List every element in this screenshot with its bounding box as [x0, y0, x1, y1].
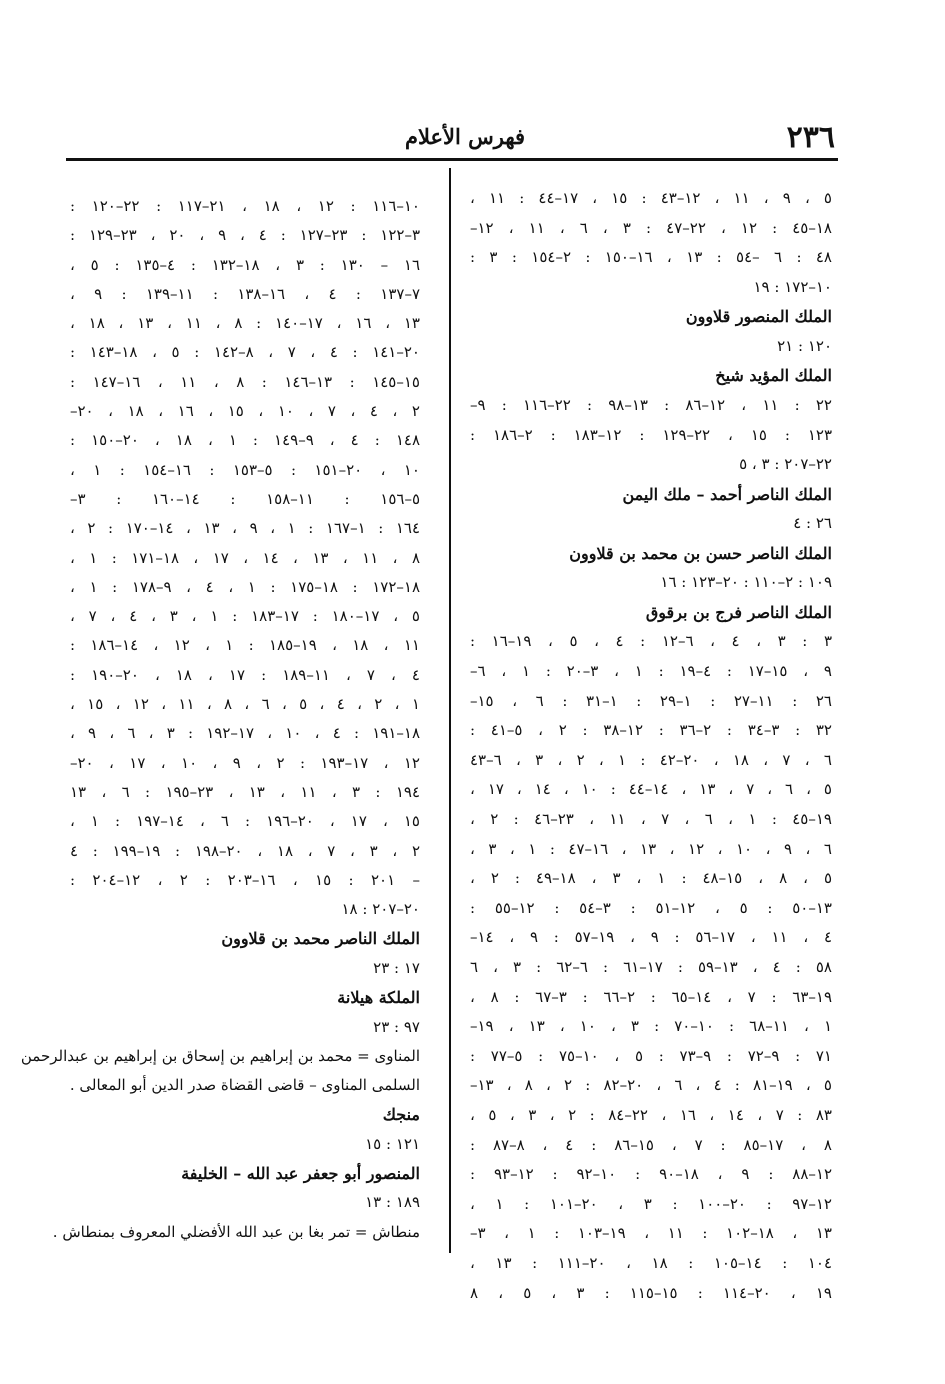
- index-entry-line: ١٢٠ : ٢١: [777, 336, 832, 355]
- index-entry-line: ١٨–١٩١ : ٤ ، ١٠ ، ١٧–١٩٢ : ٣ ، ٦ ، ٩ ،: [70, 724, 421, 743]
- index-entry-line: ١٢١ : ١٥: [365, 1134, 420, 1153]
- index-entry-line: ٣–١٢٢ : ٢٣–١٢٧ : ٤ ، ٩ ، ٢٠ ، ٢٣–١٢٩ :: [70, 226, 420, 245]
- index-entry-heading: المنصور أبو جعفر عبد الله – الخليفة: [181, 1163, 420, 1183]
- index-entry-line: ١٧ : ٢٣: [373, 958, 420, 977]
- index-entry-line: ٥ ، ٨ ، ١٥–٤٨ : ١ ، ٣ ، ١٨–٤٩ : ٢ ،: [470, 869, 833, 888]
- index-entry-line: ٣٢ : ٣–٣٤ : ٢–٣٦ : ١٢–٣٨ : ٢ ، ٥–٤١ :: [470, 721, 832, 740]
- index-entry-line: ١٠–١٧٢ : ١٩: [753, 277, 832, 296]
- index-entry-line: ١٠٩ : ٢–١١٠ : ٢٠–١٢٣ : ١٦: [660, 573, 832, 592]
- index-entry-line: ١٣ ، ١٨–١٠٢ : ١١ ، ١٩–١٠٣ : ١ ، ٣–: [470, 1224, 832, 1243]
- index-entry-line: ٢٢–٢٠٧ : ٣ ، ٥: [739, 455, 832, 474]
- index-entry-line: ٢٠–١٤١ : ٤ ، ٧ ، ٨–١٤٢ : ٥ ، ١٨–١٤٣ :: [70, 343, 420, 362]
- index-column-right: [470, 184, 832, 1308]
- index-entry-line: ٥–١٥٦ : ١١–١٥٨ : ١٤–١٦٠ : ٣–: [70, 489, 421, 508]
- index-entry-line: منطاش = تمر بغا بن عبد الله الأفضلي المعروف بمنطاش .: [52, 1222, 420, 1241]
- index-entry-line: ٢٢ : ١١ ، ١٢–٨٦ : ١٣–٩٨ : ٢٢–١١٦ : ٩–: [470, 395, 832, 414]
- index-entry-line: ١٠٤ : ١٤–١٠٥ : ١٨ ، ٢٠–١١١ : ١٣ ،: [470, 1253, 833, 1272]
- index-entry-line: ٥ ، ٦ ، ٧ ، ١٣ ، ١٤–٤٤ : ١٠ ، ١٤ ، ١٧ ،: [470, 780, 832, 799]
- index-entry-line: ١٥ ، ١٧ ، ٢٠–١٩٦ : ٦ ، ١٤–١٩٧ : ١ ،: [70, 812, 420, 831]
- index-entry-line: ١٩٤ : ٣ ، ١١ ، ١٣ ، ٢٣–١٩٥ : ٦ ، ١٣: [70, 782, 420, 801]
- index-entry-line: ١٨–٤٥ : ١٢ ، ٢٢–٤٧ : ٣ ، ٦ ، ١١ ، ١٢–: [470, 218, 832, 237]
- index-entry-line: ١٠–١١٦ : ١٢ ، ١٨ ، ٢١–١١٧ : ٢٢–١٢٠ :: [70, 197, 420, 215]
- index-entry-line: ٤ ، ١١ ، ١٧–٥٦ : ٩ ، ١٩–٥٧ : ٩ ، ١٤–: [470, 928, 832, 947]
- index-entry-heading: الملك المنصور قلاوون: [685, 307, 832, 327]
- index-entry-line: ١٩–٤٥ : ١ ، ٦ ، ٧ ، ١١ ، ٢٣–٤٦ : ٢ ،: [470, 810, 832, 828]
- index-entry-heading: الملك الناصر فرج بن برقوق: [645, 602, 832, 622]
- index-entry-heading: الملك الناصر محمد بن قلاوون: [221, 929, 420, 949]
- index-entry-line: ٧–١٣٧ : ٤ ، ١٦–١٣٨ : ١١–١٣٩ : ٩ ،: [70, 284, 420, 303]
- index-entry-line: ١٠ ، ٢٠–١٥١ : ٥–١٥٣ : ١٦–١٥٤ : ١ ،: [70, 460, 420, 479]
- index-entry-line: ١ ، ٢ ، ٤ ، ٥ ، ٦ ، ٨ ، ١١ ، ١٢ ، ١٥ ،: [70, 695, 420, 714]
- index-entry-line: ٩ ، ١٥–١٧ : ٤–١٩ : ١ ، ٣–٢٠ : ١ ، ٦–: [470, 662, 832, 681]
- index-entry-line: ١٢٣ : ١٥ ، ٢٢–١٢٩ : ١٢–١٨٣ : ٢–١٨٦ :: [470, 425, 833, 444]
- index-entry-line: ١ ، ١١–٦٨ : ١٠–٧٠ : ٣ ، ١٠ ، ١٣ ، ١٩–: [470, 1017, 832, 1036]
- index-entry-line: ١٢–٨٨ : ٩ ، ١٨–٩٠ : ١٠–٩٢ : ١٢–٩٣ :: [470, 1165, 833, 1184]
- index-entry-line: – ٢٠١ : ١٥ ، ١٦–٢٠٣ : ٢ ، ١٢–٢٠٤ :: [70, 870, 420, 889]
- index-entry-line: ٩٧ : ٢٣: [373, 1017, 420, 1036]
- index-entry-heading: منجك: [382, 1105, 420, 1125]
- index-entry-line: ١٤٨ : ٤ ، ٩–١٤٩ : ١ ، ١٨ ، ٢٠–١٥٠ :: [70, 431, 421, 450]
- index-column-left: [20, 192, 421, 1247]
- index-entry-line: السلمى المناوى – قاضى القضاة صدر الدين أبو المعالى .: [69, 1076, 420, 1095]
- index-entry-line: ٥٨ : ٤ ، ١٣–٥٩ : ١٧–٦١ : ٦–٦٢ : ٣ ، ٦: [470, 957, 832, 976]
- index-entry-line: ٢٦ : ١١–٢٧ : ١–٢٩ : ١–٣١ : ٦ ، ١٥–: [470, 691, 832, 710]
- index-entry-line: ٦ ، ٧ ، ١٨ ، ٢٠–٤٢ : ١ ، ٢ ، ٣ ، ٦–٤٣: [470, 750, 832, 769]
- index-entry-line: ٦ ، ٩ ، ١٠ ، ١٢ ، ١٣ ، ١٦–٤٧ : ١ ، ٣ ،: [470, 839, 832, 858]
- index-entry-line: المناوى = محمد بن إبراهيم بن إسحاق بن إبراهيم بن عبدالرحمن: [20, 1047, 420, 1066]
- index-entry-heading: الملكة هيلانة: [337, 988, 420, 1008]
- index-entry-heading: الملك الناصر حسن بن محمد بن قلاوون: [569, 543, 832, 563]
- index-entry-line: ٥ ، ١٩–٨١ : ٤ ، ٦ ، ٢٠–٨٢ : ٢ ، ٨ ، ١٣–: [470, 1076, 832, 1095]
- index-entry-line: ٣ : ٣ ، ٤ ، ٦–١٢ : ٤ ، ٥ ، ١٩–١٦ :: [470, 632, 832, 651]
- column-divider: [449, 168, 451, 1253]
- index-entry-heading: الملك المؤيد شيخ: [715, 366, 832, 386]
- index-entry-line: ١١ ، ١٨ ، ١٩–١٨٥ : ١ ، ١٢ ، ١٤–١٨٦ :: [70, 636, 420, 655]
- index-entry-line: ٢ ، ٤ ، ٧ ، ١٠ ، ١٥ ، ١٦ ، ١٨ ، ٢٠–: [70, 402, 420, 421]
- page-title: فهرس الأعلام: [404, 124, 526, 149]
- index-entry-line: ١٦ – ١٣٠ : ٣ ، ١٨–١٣٢ : ٤–١٣٥ : ٥ ،: [70, 255, 421, 274]
- header-rule: [66, 158, 838, 161]
- page-number: ٢٣٦: [786, 120, 835, 155]
- index-entry-line: ٨٣ : ٧ ، ١٤ ، ١٦ ، ٢٢–٨٤ : ٢ ، ٣ ، ٥ ،: [470, 1105, 832, 1124]
- index-entry-line: ٨ ، ١٧–٨٥ : ٧ ، ١٥–٨٦ : ٤ ، ٨–٨٧ :: [470, 1135, 832, 1154]
- index-entry-line: ١٢ ، ١٧–١٩٣ : ٢ ، ٩ ، ١٠ ، ١٧ ، ٢٠–: [70, 753, 420, 772]
- index-entry-line: ٤ ، ٧ ، ١١–١٨٩ : ١٧ ، ١٨ ، ٢٠–١٩٠ :: [70, 665, 420, 684]
- index-entry-line: ٤٨ : ٦ –٥٤ : ١٣ ، ١٦–١٥٠ : ٢–١٥٤ : ٣ :: [470, 248, 832, 267]
- index-entry-line: ١٣ ، ١٦ ، ١٧–١٤٠ : ٨ ، ١١ ، ١٣ ، ١٨ ،: [70, 314, 420, 333]
- index-entry-line: ١٨٩ : ١٣: [365, 1193, 420, 1212]
- index-entry-line: ٢ ، ٣ ، ٧ ، ١٨ ، ٢٠–١٩٨ : ١٩–١٩٩ : ٤: [70, 841, 420, 860]
- index-entry-line: ١٦٤ : ١–١٦٧ : ١ ، ٩ ، ١٣ ، ١٤–١٧٠ : ٢ ،: [70, 519, 420, 538]
- index-entry-line: ١٢–٩٧ : ٢٠–١٠٠ : ٣ ، ٢٠–١٠١ : ١ ،: [470, 1194, 832, 1213]
- index-entry-line: ١٨–١٧٢ : ١٨–١٧٥ : ١ ، ٤ ، ٩–١٧٨ : ١ ،: [70, 577, 421, 596]
- index-entry-line: ٧١ : ٩–٧٢ : ٩–٧٣ : ٥ ، ١٠–٧٥ : ٥–٧٧ :: [470, 1046, 832, 1065]
- index-entry-line: ١٥–١٤٥ : ١٣–١٤٦ : ٨ ، ١١ ، ١٦–١٤٧ :: [70, 372, 420, 391]
- index-entry-line: ٥ ، ٩ ، ١١ ، ١٢–٤٣ : ١٥ ، ١٧–٤٤ : ١١ ،: [470, 189, 832, 207]
- index-entry-line: ٢٦ : ٤: [793, 514, 832, 533]
- index-entry-line: ٥ ، ١٧–١٨٠ : ١٧–١٨٣ : ١ ، ٣ ، ٤ ، ٧ ،: [70, 607, 420, 626]
- index-entry-line: ١٩–٦٣ : ٧ ، ١٤–٦٥ : ٢–٦٦ : ٣–٦٧ : ٨ ،: [470, 987, 833, 1006]
- index-entry-line: ٨ ، ١١ ، ١٣ ، ١٤ ، ١٧ ، ١٨–١٧١ : ١ ،: [70, 548, 421, 567]
- index-entry-heading: الملك الناصر أحمد – ملك اليمن: [622, 484, 832, 504]
- index-entry-line: ١٣–٥٠ : ٥ ، ١٢–٥١ : ٣–٥٤ : ١٢–٥٥ :: [470, 898, 832, 917]
- index-entry-line: ٢٠–٢٠٧ : ١٨: [341, 900, 420, 919]
- index-entry-line: ١٩ ، ٢٠–١١٤ : ١٥–١١٥ : ٣ ، ٥ ، ٨: [470, 1283, 832, 1302]
